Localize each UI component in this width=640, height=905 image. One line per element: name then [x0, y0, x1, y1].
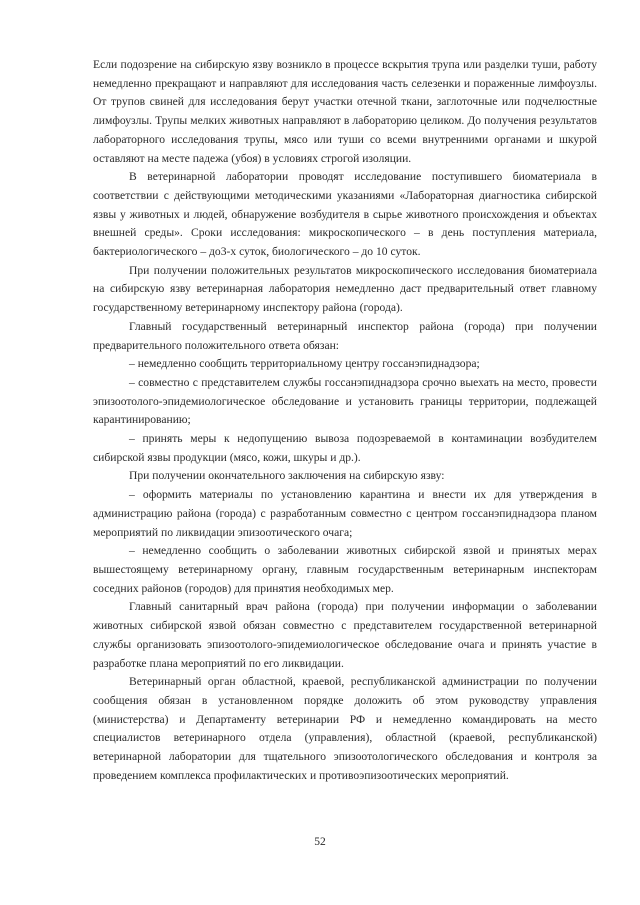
- body-text: [93, 56, 597, 785]
- list-item-5: – немедленно сообщить о заболевании животных сибирской язвой и принятых мерах вышестоящему ветеринарному органу, главным государственным ветеринарным инспекторам соседних районов (городов) для принятия необходимых мер.: [93, 544, 597, 595]
- paragraph-4: Главный государственный ветеринарный инспектор района (города) при получении предварительного положительного ответа обязан:: [93, 319, 597, 352]
- paragraph-3: При получении положительных результатов микроскопического исследования биоматериала на сибирскую язву ветеринарная лаборатория немедленно даст предварительный ответ главному государственному ветеринарному инспектору района (города).: [93, 263, 597, 315]
- paragraph-7: Ветеринарный орган областной, краевой, республиканской администрации по получении сообщения обязан в установленном порядке доложить об этом руководству управления (министерства) и Департаменту ветеринарии РФ и немедленно командировать на место специалистов ветеринарного отдела (управления), областной (краевой, республиканской) ветеринарной лаборатории для тщательного эпизоотологического обследования и контроля за проведением комплекса профилактических и противоэпизоотических мероприятий.: [93, 675, 597, 782]
- list-item-3: – принять меры к недопущению вывоза подозреваемой в контаминации возбудителем сибирской язвы продукции (мясо, кожи, шкуры и др.).: [93, 432, 597, 464]
- page-number: 52: [314, 836, 326, 848]
- paragraph-5: При получении окончательного заключения на сибирскую язву:: [129, 469, 445, 483]
- paragraph-1: Если подозрение на сибирскую язву возникло в процессе вскрытия трупа или разделки туши, работу немедленно прекращают и направляют для исследования часть селезенки и пораженные лимфоузлы. От трупов свиней для исследования берут участки отечной ткани, заглоточные или подчелюстные лимфоузлы. Трупы мелких животных направляют в лабораторию целиком. До получения результатов лабораторного исследования трупы, мясо или туши со всеми внутренними органами и шкурой оставляют на месте падежа (убоя) в условиях строгой изоляции.: [93, 58, 597, 165]
- list-item-4: – оформить материалы по установлению карантина и внести их для утверждения в администрацию района (города) с разработанным совместно с центром госсанэпиднадзора планом мероприятий по ликвидации эпизоотического очага;: [93, 488, 597, 539]
- paragraph-2: В ветеринарной лаборатории проводят исследование поступившего биоматериала в соответствии с действующими методическими указаниями «Лабораторная диагностика сибирской язвы у животных и людей, обнаружение возбудителя в сырье животного происхождения и объектах внешней среды». Сроки исследования: микроскопического – в день поступления материала, бактериологического – до3-х суток, биологического – до 10 суток.: [93, 170, 597, 259]
- list-item-1: – немедленно сообщить территориальному центру госсанэпиднадзора;: [129, 357, 480, 371]
- list-item-2: – совместно с представителем службы госсанэпиднадзора срочно выехать на место, провести эпизоотолого-эпидемиологическое обследование и установить границы территории, подлежащей карантинированию;: [93, 375, 597, 427]
- paragraph-6: Главный санитарный врач района (города) при получении информации о заболевании животных сибирской язвой обязан совместно с представителем государственной ветеринарной службы организовать эпизоотолого-эпидемиологическое обследование очага и принять участие в разработке плана мероприятий по его ликвидации.: [93, 600, 597, 670]
